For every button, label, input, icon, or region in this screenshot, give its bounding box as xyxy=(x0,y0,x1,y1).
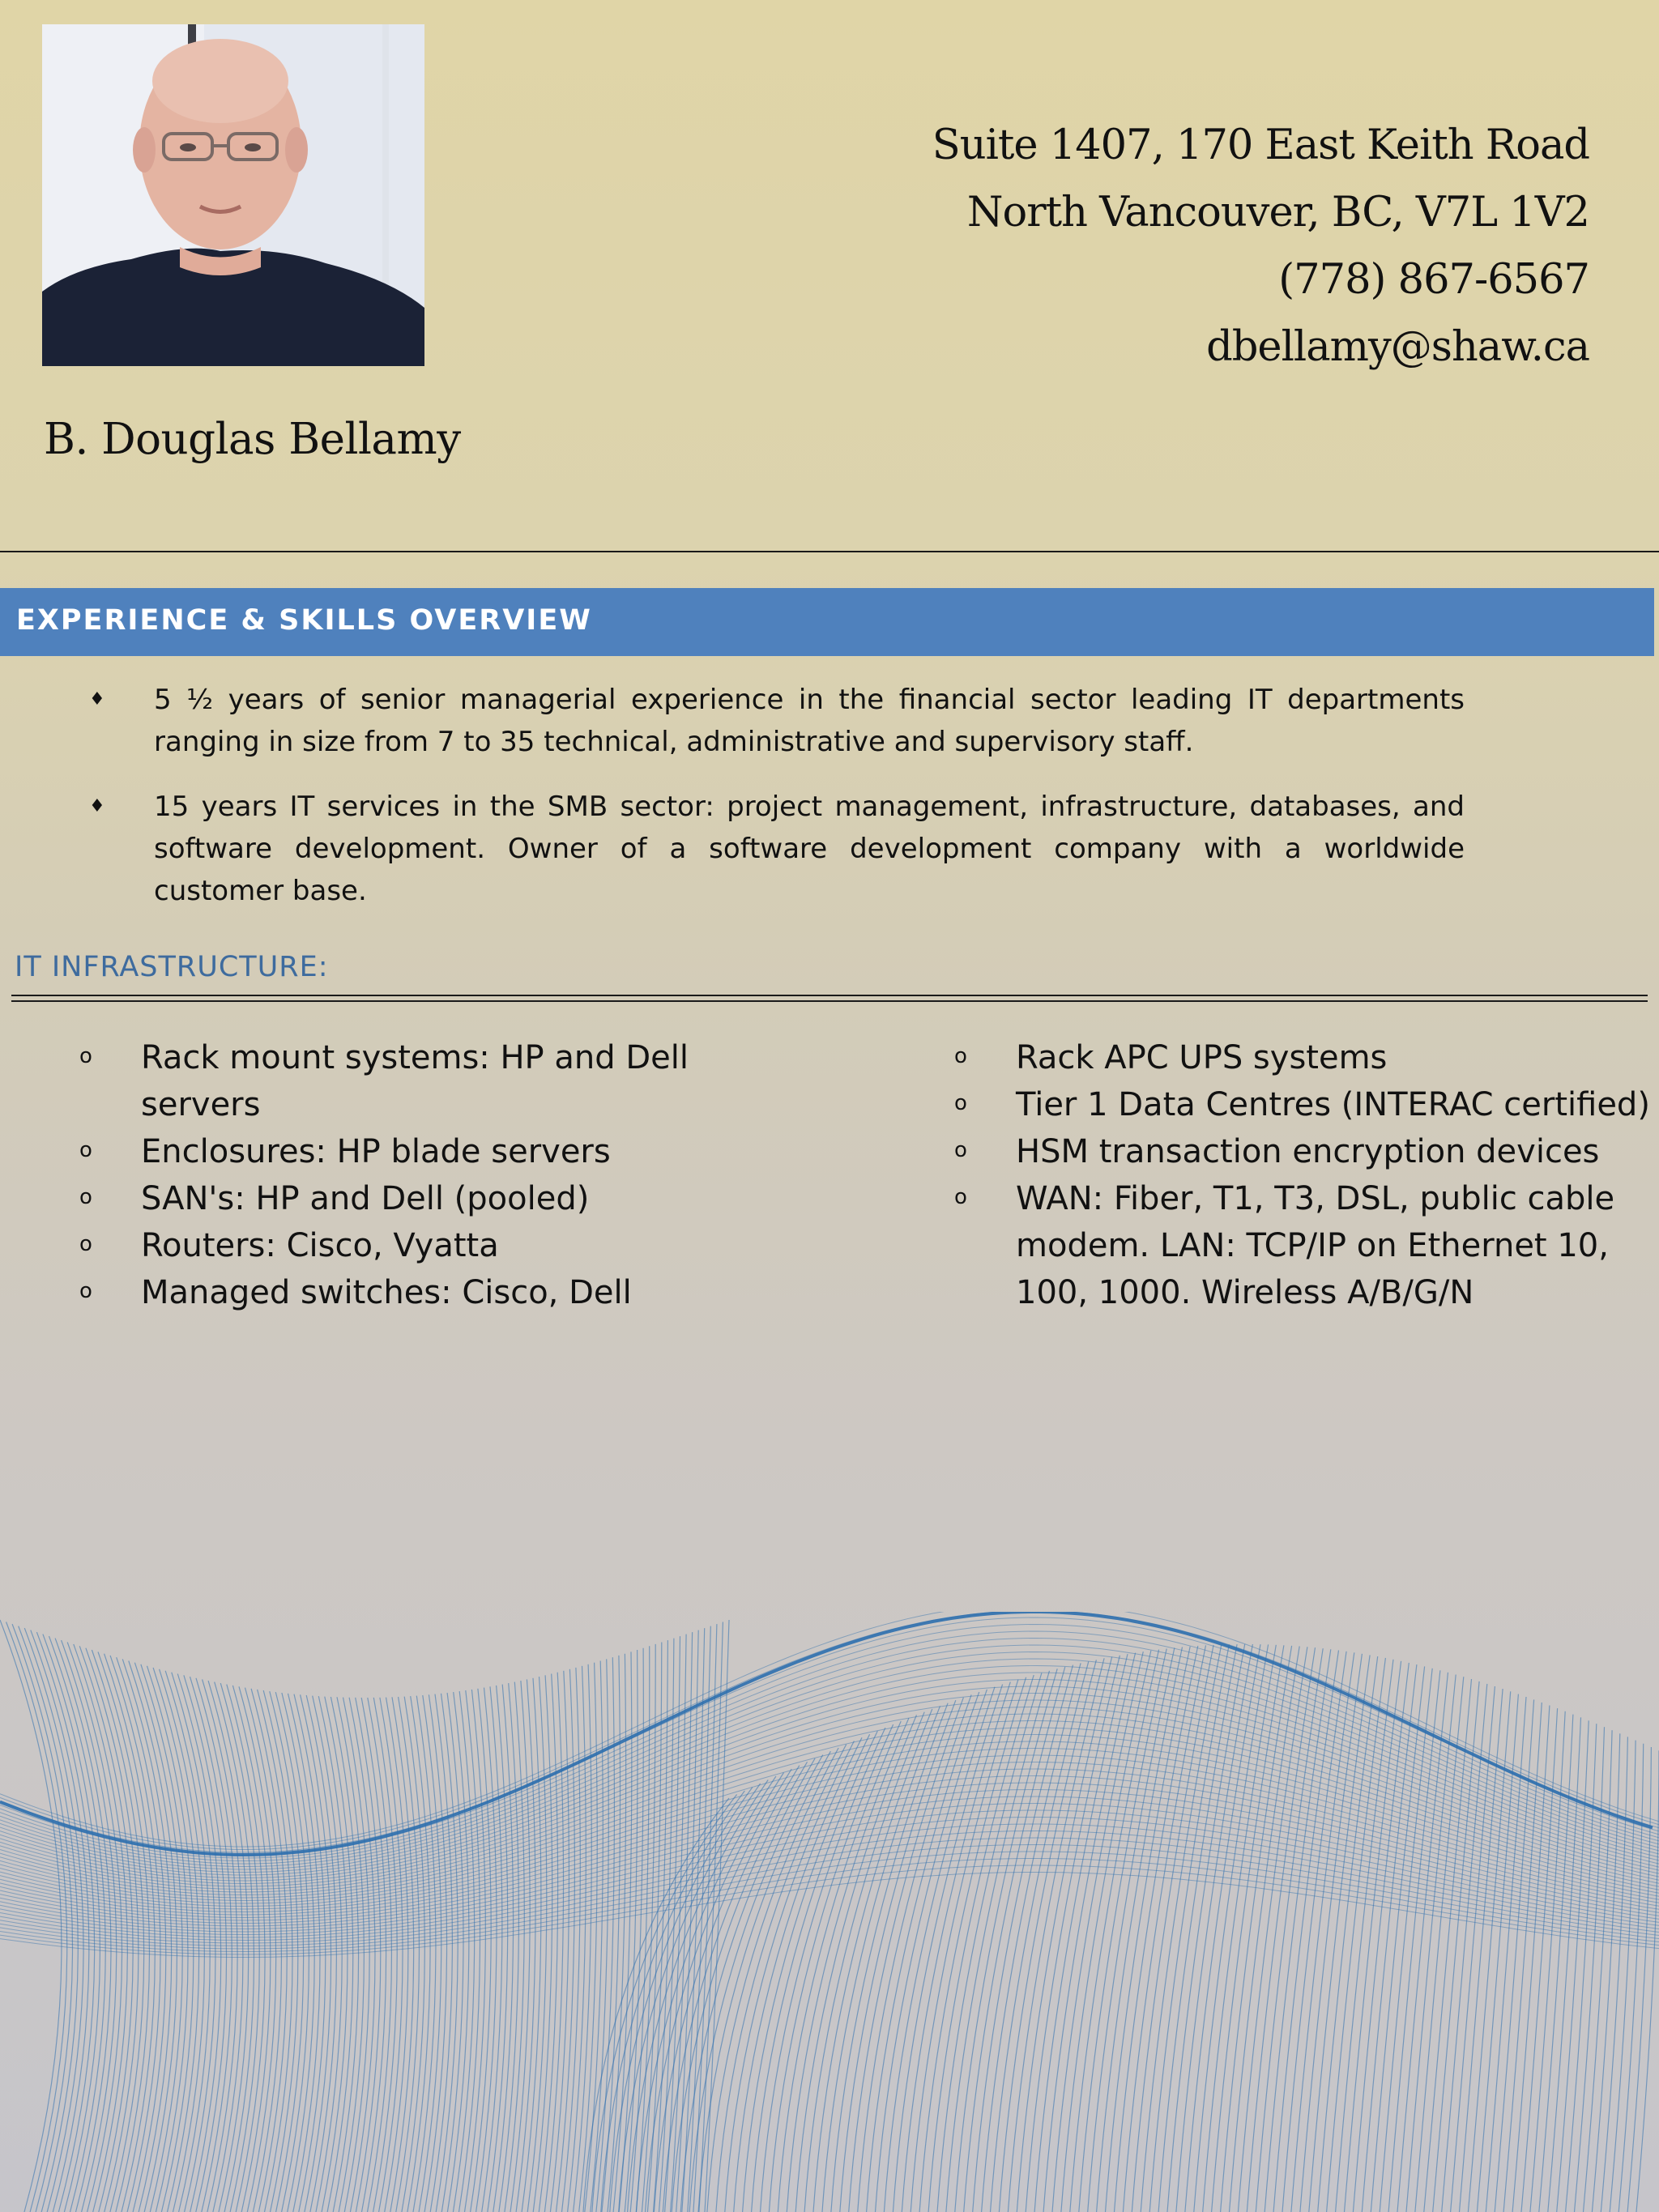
circle-bullet-icon: o xyxy=(954,1185,967,1209)
profile-photo xyxy=(42,24,424,366)
diamond-bullet-icon: ♦ xyxy=(89,796,105,816)
circle-bullet-icon: o xyxy=(79,1138,92,1162)
infrastructure-list-left xyxy=(78,1034,693,1316)
circle-bullet-icon: o xyxy=(954,1091,967,1115)
address-line-1: Suite 1407, 170 East Keith Road xyxy=(932,121,1589,169)
list-item xyxy=(953,1081,1657,1128)
list-item xyxy=(953,1034,1657,1081)
subsection-divider xyxy=(11,1000,1648,1002)
phone-number: (778) 867-6567 xyxy=(1278,256,1589,304)
overview-list xyxy=(87,679,1465,935)
person-name: B. Douglas Bellamy xyxy=(44,415,461,464)
decorative-wave-lines xyxy=(0,1612,1659,2212)
diamond-bullet-icon: ♦ xyxy=(89,689,105,710)
overview-item-text: 15 years IT services in the SMB sector: project management, infrastructure, databases, and software development. Owner of a software development company with a worldwide customer base. xyxy=(154,791,1465,907)
section-title: EXPERIENCE & SKILLS OVERVIEW xyxy=(16,604,592,637)
portrait-image xyxy=(42,24,424,366)
list-item xyxy=(78,1269,693,1316)
list-item xyxy=(78,1175,693,1222)
list-item-text: WAN: Fiber, T1, T3, DSL, public cable modem. LAN: TCP/IP on Ethernet 10, 100, 1000. Wireless A/B/G/N xyxy=(1016,1180,1615,1311)
circle-bullet-icon: o xyxy=(954,1138,967,1162)
circle-bullet-icon: o xyxy=(954,1044,967,1068)
list-item xyxy=(953,1128,1657,1175)
circle-bullet-icon: o xyxy=(79,1185,92,1209)
list-item-text: Enclosures: HP blade servers xyxy=(141,1133,611,1170)
list-item-text: Rack APC UPS systems xyxy=(1016,1039,1388,1076)
list-item-text: Managed switches: Cisco, Dell xyxy=(141,1274,632,1311)
list-item xyxy=(78,1128,693,1175)
circle-bullet-icon: o xyxy=(79,1279,92,1303)
list-item-text: HSM transaction encryption devices xyxy=(1016,1133,1600,1170)
infrastructure-list-right xyxy=(953,1034,1657,1316)
overview-item xyxy=(87,679,1465,763)
overview-item xyxy=(87,786,1465,912)
contact-block xyxy=(932,112,1589,381)
subsection-title: IT INFRASTRUCTURE: xyxy=(15,951,329,983)
list-item-text: Rack mount systems: HP and Dell servers xyxy=(141,1039,689,1123)
list-item xyxy=(953,1175,1657,1316)
address-line-2: North Vancouver, BC, V7L 1V2 xyxy=(966,189,1589,237)
list-item xyxy=(78,1034,693,1128)
overview-item-text: 5 ½ years of senior managerial experience in the financial sector leading IT departments ranging in size from 7 to 35 technical, administrative and supervisory staff. xyxy=(154,684,1465,758)
circle-bullet-icon: o xyxy=(79,1232,92,1256)
header-divider xyxy=(0,551,1659,552)
list-item-text: SAN's: HP and Dell (pooled) xyxy=(141,1180,590,1217)
circle-bullet-icon: o xyxy=(79,1044,92,1068)
list-item xyxy=(78,1222,693,1269)
list-item-text: Tier 1 Data Centres (INTERAC certified) xyxy=(1016,1086,1650,1123)
section-banner xyxy=(0,588,1654,656)
email-address[interactable]: dbellamy@shaw.ca xyxy=(1206,323,1589,371)
subsection-divider xyxy=(11,995,1648,996)
list-item-text: Routers: Cisco, Vyatta xyxy=(141,1227,499,1264)
